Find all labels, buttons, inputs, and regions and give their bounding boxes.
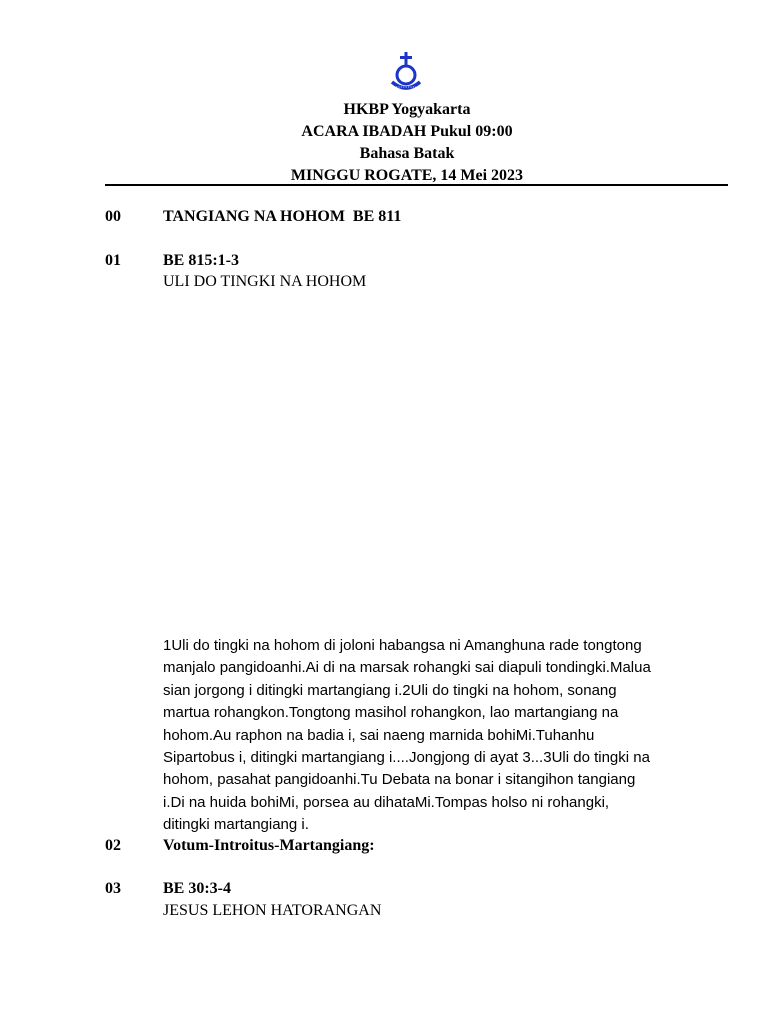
hymn-subtitle: JESUS LEHON HATORANGAN <box>163 902 382 919</box>
lyrics-line: manjalo pangidoanhi.Ai di na marsak rohangki sai diapuli tondingki.Malua <box>163 659 651 677</box>
hymn-lyrics <box>163 635 723 837</box>
language-label: Bahasa Batak <box>359 145 455 162</box>
item-number: 00 <box>105 208 121 225</box>
lyrics-line: hohom.Au raphon na badia i, sai naeng marnida bohiMi.Tuhanhu <box>163 726 595 744</box>
service-date: MINGGU ROGATE, 14 Mei 2023 <box>290 167 524 184</box>
church-logo <box>388 50 424 94</box>
item-number: 03 <box>105 880 121 897</box>
lyrics-line: Sipartobus i, ditingki martangiang i....Jongjong di ayat 3...3Uli do tingki na <box>163 749 650 767</box>
hymn-subtitle: ULI DO TINGKI NA HOHOM <box>163 273 367 290</box>
item-number: 02 <box>105 837 121 854</box>
document-header <box>0 99 768 187</box>
header-divider <box>105 184 728 186</box>
lyrics-line: ditingki martangiang i. <box>163 816 309 834</box>
item-title: BE 30:3-4 <box>163 880 231 897</box>
item-title: BE 815:1-3 <box>163 252 239 269</box>
item-title: Votum-Introitus-Martangiang: <box>163 837 375 854</box>
service-title: ACARA IBADAH Pukul 09:00 <box>301 123 513 140</box>
lyrics-line: sian jorgong i ditingki martangiang i.2Uli do tingki na hohom, sonang <box>163 681 617 699</box>
item-title: TANGIANG NA HOHOM BE 811 <box>163 208 402 225</box>
lyrics-line: hohom, pasahat pangidoanhi.Tu Debata na bonar i sitangihon tangiang <box>163 771 636 789</box>
lyrics-line: i.Di na huida bohiMi, porsea au dihataMi.Tompas holso ni rohangki, <box>163 793 610 811</box>
lyrics-line: 1Uli do tingki na hohom di joloni habangsa ni Amanghuna rade tongtong <box>163 637 642 654</box>
lyrics-line: martua rohangkon.Tongtong masihol rohangkon, lao martangiang na <box>163 704 619 722</box>
item-number: 01 <box>105 252 121 269</box>
cross-circle-icon <box>388 50 424 94</box>
church-name: HKBP Yogyakarta <box>343 101 471 118</box>
